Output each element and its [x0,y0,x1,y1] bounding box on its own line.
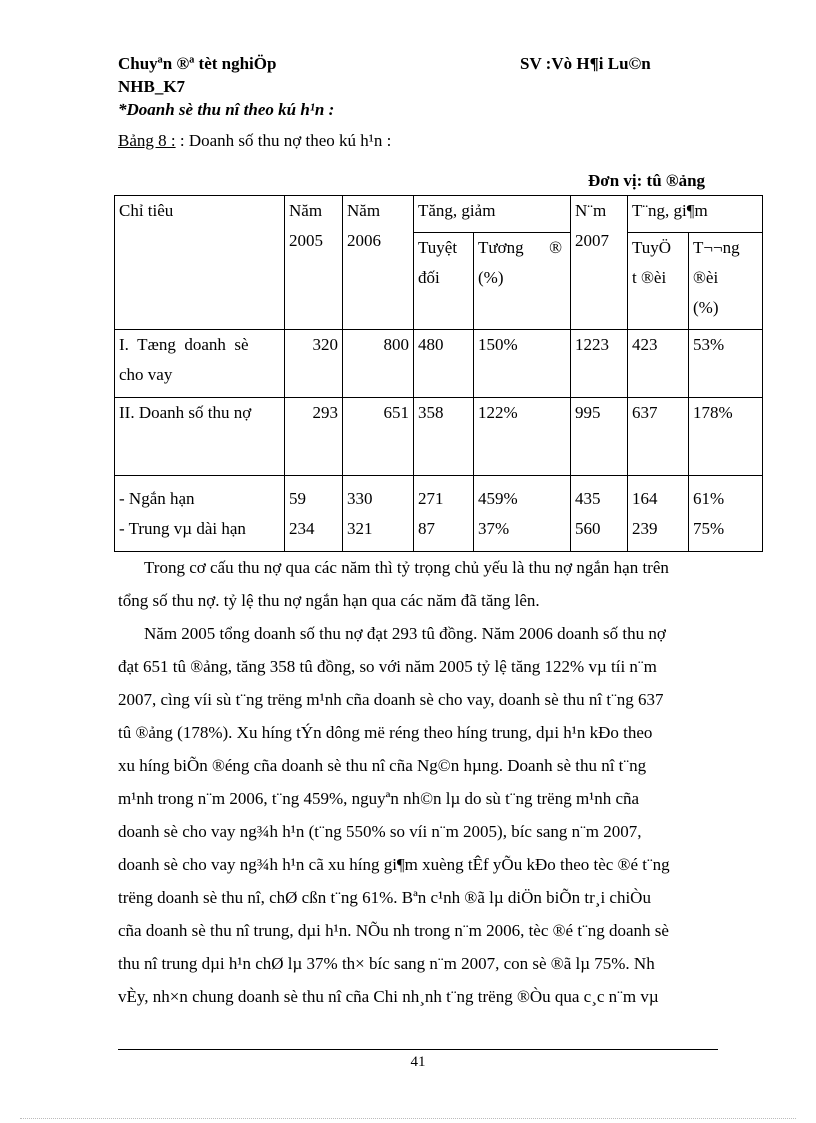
header-title-left: Chuyªn ®ª tèt nghiÖp [118,54,277,73]
header-relative-2: T¬¬ng ®èi (%) [689,233,763,330]
header-year-2005: Năm 2005 [285,196,343,330]
table-caption-text: : Doanh số thu nợ theo kú h¹n : [175,131,392,150]
cell-2006: 330 321 [343,476,414,552]
header-indicator: Chỉ tiêu [115,196,285,330]
debt-collection-table [114,195,763,552]
page-edge-divider [20,1118,796,1119]
header-year-2006: Năm 2006 [343,196,414,330]
table-row [115,476,763,552]
cell-rel-2: 178% [689,398,763,476]
text-line: tổng số thu nợ. tỷ lệ thu nợ ngắn hạn qua các năm đã tăng lên. [118,591,540,610]
header-class: NHB_K7 [118,77,186,96]
cell-abs-1: 480 [414,330,474,398]
header-year-2007: N¨m 2007 [571,196,628,330]
header-absolute-1: Tuyệt đối [414,233,474,330]
cell-2006: 800 [343,330,414,398]
page-number: 41 [410,1054,426,1070]
cell-abs-1: 271 87 [414,476,474,552]
cell-rel-2: 53% [689,330,763,398]
text-line: vÈy, nh×n chung doanh sè thu nî cña Chi nh¸nh t¨ng trëng ®Òu qua c¸c n¨m vµ [118,987,659,1006]
cell-abs-2: 637 [628,398,689,476]
cell-2005: 59 234 [285,476,343,552]
text-line: cña doanh sè thu nî trung, dµi h¹n. NÕu nh trong n¨m 2006, tèc ®é t¨ng doanh sè [118,921,669,940]
table-caption [118,131,391,151]
cell-2007: 995 [571,398,628,476]
table-caption-label: Bảng 8 : [118,131,176,150]
cell-abs-2: 423 [628,330,689,398]
header-change-2: T¨ng, gi¶m [628,196,763,233]
row-label: - Ngắn hạn - Trung vµ dài hạn [115,476,285,552]
cell-2006: 651 [343,398,414,476]
text-line: tû ®ảng (178%). Xu híng tÝn dông më réng theo híng trung, dµi h¹n kÐo theo [118,723,653,742]
body-text [118,551,768,1013]
text-line: trëng doanh sè thu nî, chØ cßn t¨ng 61%. Bªn c¹nh ®ã lµ diÖn biÕn tr¸i chiÒu [118,888,651,907]
header-change-1: Tăng, giảm [414,196,571,233]
row-label: II. Doanh số thu nợ [115,398,285,476]
cell-rel-1: 459% 37% [474,476,571,552]
cell-2005: 293 [285,398,343,476]
text-line: đạt 651 tû ®ảng, tăng 358 tû đồng, so với năm 2005 tỷ lệ tăng 122% vµ tíi n¨m [118,657,657,676]
cell-abs-2: 164 239 [628,476,689,552]
section-title: *Doanh sè thu nî theo kú h¹n : [118,100,335,119]
header-relative-1: Tương ® (%) [474,233,571,330]
cell-2005: 320 [285,330,343,398]
cell-rel-2: 61% 75% [689,476,763,552]
table-row [115,330,763,398]
text-line: doanh sè cho vay ng¾h h¹n (t¨ng 550% so víi n¨m 2005), bíc sang n¨m 2007, [118,822,642,841]
row-label: I. Tæng doanh sè cho vay [115,330,285,398]
cell-rel-1: 122% [474,398,571,476]
text-line: doanh sè cho vay ng¾h h¹n cã xu híng gi¶m xuèng tÊf yÕu kÐo theo tèc ®é t¨ng [118,855,670,874]
text-line: thu nî trung dµi h¹n chØ lµ 37% th× bíc sang n¨m 2007, con sè ®ã lµ 75%. Nh [118,954,655,973]
unit-label: Đơn vị: tû ®ảng [588,171,706,190]
cell-rel-1: 150% [474,330,571,398]
header-student-name: SV :Vò H¶i Lu©n [520,54,651,73]
table-row [115,398,763,476]
cell-2007: 1223 [571,330,628,398]
text-line: m¹nh trong n¨m 2006, t¨ng 459%, nguyªn nh©n lµ do sù t¨ng trëng m¹nh cña [118,789,640,808]
text-line: 2007, cìng víi sù t¨ng trëng m¹nh cña doanh sè cho vay, doanh sè thu nî t¨ng 637 [118,690,664,709]
header-absolute-2: TuyÖ t ®èi [628,233,689,330]
footer-rule [118,1049,718,1050]
cell-2007: 435 560 [571,476,628,552]
text-line: xu híng biÕn ®éng cña doanh sè thu nî cña Ng©n hµng. Doanh sè thu nî t¨ng [118,756,647,775]
text-line: Năm 2005 tổng doanh số thu nợ đạt 293 tû đồng. Năm 2006 doanh số thu nợ [144,624,666,643]
text-line: Trong cơ cấu thu nợ qua các năm thì tỷ trọng chủ yếu là thu nợ ngắn hạn trên [144,558,669,577]
cell-abs-1: 358 [414,398,474,476]
